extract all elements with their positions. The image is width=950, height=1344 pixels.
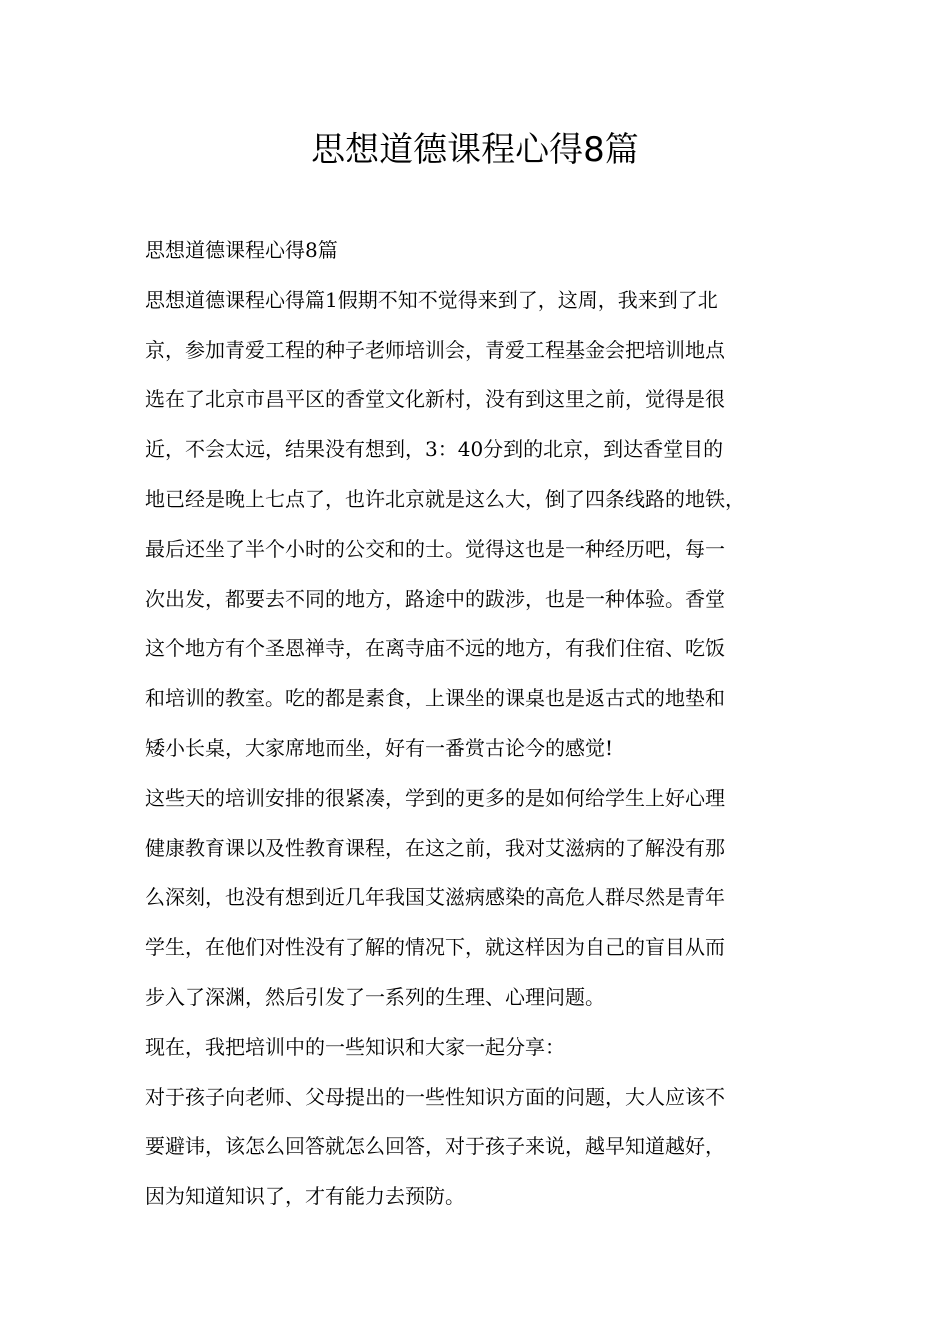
body-line: 对于孩子向老师、父母提出的一些性知识方面的问题，大人应该不: [145, 1084, 725, 1109]
body-line: 选在了北京市昌平区的香堂文化新村，没有到这里之前，觉得是很: [145, 387, 725, 412]
body-line: 学生，在他们对性没有了解的情况下，就这样因为自己的盲目从而: [145, 935, 725, 960]
body-line: 京，参加青爱工程的种子老师培训会，青爱工程基金会把培训地点: [145, 337, 725, 362]
body-line: 思想道德课程心得8篇: [145, 238, 338, 262]
document-title: 思想道德课程心得8篇: [311, 130, 639, 170]
body-line: 么深刻，也没有想到近几年我国艾滋病感染的高危人群尽然是青年: [145, 885, 725, 910]
body-line: 思想道德课程心得篇1假期不知不觉得来到了，这周，我来到了北: [145, 287, 718, 312]
body-line: 现在，我把培训中的一些知识和大家一起分享：: [145, 1034, 565, 1059]
body-line: 要避讳，该怎么回答就怎么回答，对于孩子来说，越早知道越好，: [145, 1134, 725, 1159]
body-line: 步入了深渊，然后引发了一系列的生理、心理问题。: [145, 984, 605, 1009]
body-line: 因为知道知识了，才有能力去预防。: [145, 1184, 465, 1209]
body-line: 次出发，都要去不同的地方，路途中的跋涉，也是一种体验。香堂: [145, 586, 725, 611]
body-line: 最后还坐了半个小时的公交和的士。觉得这也是一种经历吧，每一: [145, 536, 725, 561]
body-line: 这个地方有个圣恩禅寺，在离寺庙不远的地方，有我们住宿、吃饭: [145, 636, 725, 661]
body-line: 近，不会太远，结果没有想到，3：40分到的北京，到达香堂目的: [145, 437, 724, 462]
body-line: 矮小长桌，大家席地而坐，好有一番赏古论今的感觉!: [145, 735, 614, 760]
body-line: 这些天的培训安排的很紧凑，学到的更多的是如何给学生上好心理: [145, 785, 725, 810]
body-line: 地已经是晚上七点了，也许北京就是这么大，倒了四条线路的地铁，: [145, 486, 745, 511]
body-line: 健康教育课以及性教育课程，在这之前，我对艾滋病的了解没有那: [145, 835, 725, 860]
document-body: [145, 226, 815, 1222]
body-line: 和培训的教室。吃的都是素食，上课坐的课桌也是返古式的地垫和: [145, 686, 725, 711]
